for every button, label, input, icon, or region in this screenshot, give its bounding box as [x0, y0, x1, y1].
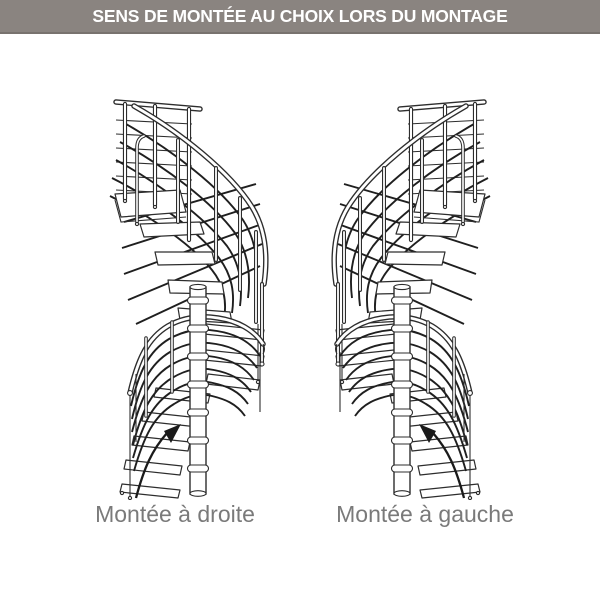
caption-left-ascent: Montée à gauche	[336, 501, 514, 527]
spiral-staircase-drawing	[110, 102, 266, 500]
staircase-left-ascent-figure	[290, 72, 540, 500]
staircase-right-ascent-figure	[60, 72, 310, 500]
page-title: SENS DE MONTÉE AU CHOIX LORS DU MONTAGE	[92, 5, 508, 26]
spiral-staircase-drawing-mirrored	[334, 102, 490, 500]
caption-right-ascent: Montée à droite	[95, 501, 255, 527]
header-banner	[0, 0, 600, 34]
